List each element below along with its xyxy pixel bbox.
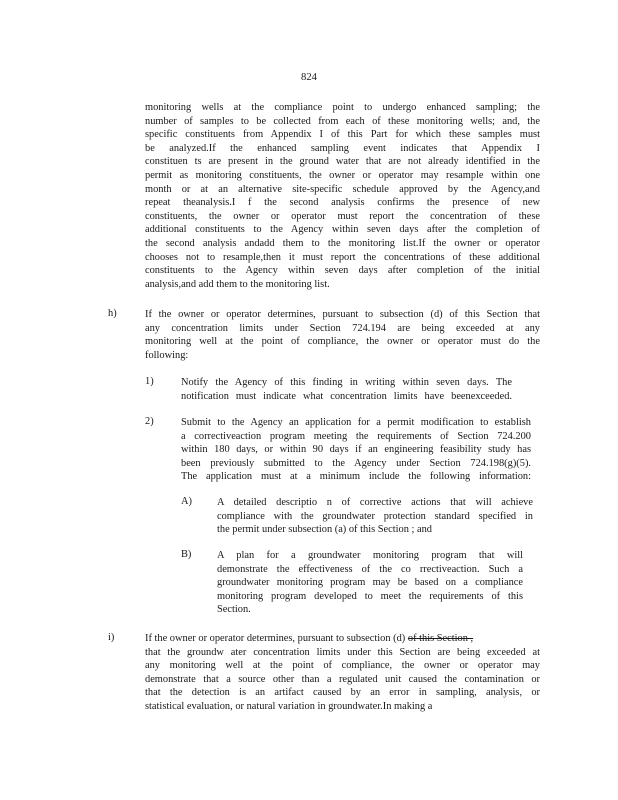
section-h-paragraph [145,308,540,362]
section-i-label: i) [108,632,115,643]
intro-paragraph [145,101,540,291]
text-line: Notify the Agency of this finding in writing within seven days. The [181,377,512,388]
text-line: any concentration limits under Section 724.194 are being exceeded at any [145,322,540,334]
sub-a-paragraph [217,496,533,537]
text-line: A plan for a groundwater monitoring program that will [217,550,523,561]
text-line: The application must at a minimum include the following information: [181,471,531,483]
item-2-paragraph [181,416,531,484]
text-line: that the detection is an artifact caused by an error in sampling, analysis, or [145,687,540,699]
text-span: If the owner or operator determines, pursuant to subsection (d) [145,633,406,644]
text-line: groundwater monitoring program may be based on a compliance [217,577,523,589]
text-line: number of samples to be collected from each of these monitoring wells; and, the [145,115,540,127]
item-1-paragraph [181,376,512,403]
text-line: following: [145,349,189,361]
text-line: constituen ts are present in the ground water that are not already identified in the [145,156,540,168]
text-line: any monitoring well at the point of compliance, the owner or operator may [145,660,540,672]
text-line: repeat theanalysis.I f the second analysis confirms the presence of new [145,197,540,209]
text-line: compliance with the groundwater protection standard specified in [217,510,533,522]
text-line: A detailed descriptio n of corrective actions that will achieve [217,497,533,508]
text-line: be analyzed.If the enhanced sampling event indicates that Appendix I [145,142,540,154]
text-line: If the owner or operator determines, pursuant to subsection (d) of this Section that [145,309,540,320]
text-line: constituents to the Agency within seven days after completion of the initial [145,265,540,277]
text-line: Section. [217,604,251,616]
text-line: constituents, the owner or operator must report the concentration of these [145,210,540,222]
text-line: notification must indicate what concentration limits have beenexceeded. [181,390,512,402]
text-line: monitoring well at the point of compliance, the owner or operator must do the [145,336,540,348]
text-line: demonstrate the effectiveness of the co rrectiveaction. Such a [217,563,523,575]
text-line: monitoring wells at the compliance point to undergo enhanced sampling; the [145,102,540,113]
item-2-label: 2) [145,416,154,427]
text-line: month or at an alternative site-specific schedule approved by the Agency,and [145,183,540,195]
section-i-paragraph [145,632,540,714]
text-line: demonstrate that a source other than a regulated unit caused the contamination or [145,673,540,685]
text-line: Submit to the Agency an application for a permit modification to establish [181,417,531,428]
text-line: permit as monitoring constituents, the owner or operator may resample within one [145,169,540,181]
sub-a-label: A) [181,496,192,507]
text-line: additional constituents to the Agency within seven days after the completion of [145,224,540,236]
text-line: been previously submitted to the Agency under Section 724.198(g)(5). [181,457,531,469]
text-line: specific constituents from Appendix I of this Part for which these samples must [145,129,540,141]
section-h-label: h) [108,308,117,319]
text-line [145,632,540,646]
sub-b-label: B) [181,549,192,560]
text-line: a correctiveaction program meeting the requirements of Section 724.200 [181,430,531,442]
text-line: the permit under subsection (a) of this Section ; and [217,524,432,536]
text-line: chooses not to resample,then it must report the concentrations of these additional [145,251,540,263]
sub-b-paragraph [217,549,523,617]
text-line: that the groundw ater concentration limits under this Section are being exceeded at [145,646,540,658]
text-line: monitoring program developed to meet the requirements of this [217,590,523,602]
struck-text: of this Section , [407,633,474,644]
text-line: statistical evaluation, or natural variation in groundwater.In making a [145,700,433,712]
item-1-label: 1) [145,376,154,387]
text-line: within 180 days, or within 90 days if an engineering feasibility study has [181,444,531,456]
text-line: analysis,and add them to the monitoring list. [145,278,330,290]
page-number: 824 [301,72,317,83]
text-line: the second analysis andadd them to the monitoring list.If the owner or operator [145,237,540,249]
